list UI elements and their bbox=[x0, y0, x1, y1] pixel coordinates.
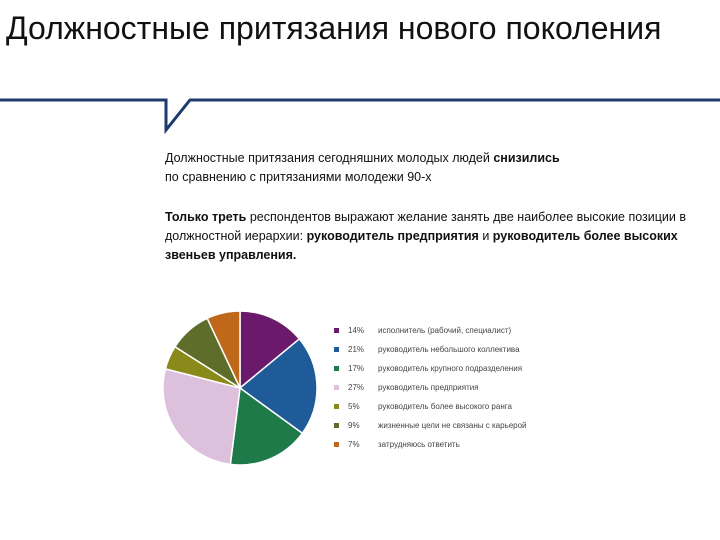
slide-title: Должностные притязания нового поколения bbox=[6, 10, 662, 46]
finding-emphasis-2: руководитель предприятия bbox=[306, 229, 479, 243]
pie-slices bbox=[163, 311, 317, 465]
legend-percent: 27% bbox=[348, 383, 365, 392]
legend-percent: 17% bbox=[348, 364, 365, 373]
pie-legend bbox=[334, 326, 527, 449]
legend-swatch bbox=[334, 328, 339, 333]
intro-text-continued: по сравнению с притязаниями молодежи 90-х bbox=[165, 170, 432, 184]
legend-label: руководитель более высокого ранга bbox=[378, 402, 512, 411]
finding-paragraph bbox=[165, 208, 705, 265]
finding-text-2: и bbox=[478, 229, 493, 243]
intro-text: Должностные притязания сегодняшних молодых людей bbox=[165, 151, 494, 165]
legend-swatch bbox=[334, 442, 339, 447]
pie-chart bbox=[150, 300, 550, 475]
legend-swatch bbox=[334, 423, 339, 428]
finding-emphasis-1: Только треть bbox=[165, 210, 247, 224]
legend-label: руководитель крупного подразделения bbox=[378, 364, 523, 373]
legend-label: руководитель предприятия bbox=[378, 383, 479, 392]
intro-emphasis: снизились bbox=[493, 151, 560, 165]
finding-emphasis-3: руководитель более высоких звеньев управления. bbox=[165, 229, 678, 262]
legend-percent: 7% bbox=[348, 440, 360, 449]
legend-percent: 21% bbox=[348, 345, 365, 354]
legend-label: руководитель небольшого коллектива bbox=[378, 345, 520, 354]
legend-percent: 5% bbox=[348, 402, 360, 411]
finding-text-1: респондентов выражают желание занять две наиболее высокие позиции в должностной иерархии: bbox=[165, 210, 687, 243]
legend-swatch bbox=[334, 366, 339, 371]
intro-paragraph bbox=[165, 149, 705, 187]
legend-label: исполнитель (рабочий, специалист) bbox=[378, 326, 512, 335]
legend-percent: 9% bbox=[348, 421, 360, 430]
legend-swatch bbox=[334, 385, 339, 390]
callout-line bbox=[0, 100, 720, 130]
legend-label: затрудняюсь ответить bbox=[378, 440, 460, 449]
legend-label: жизненные цели не связаны с карьерой bbox=[378, 421, 527, 430]
legend-swatch bbox=[334, 347, 339, 352]
legend-swatch bbox=[334, 404, 339, 409]
callout-divider bbox=[0, 90, 720, 140]
legend-percent: 14% bbox=[348, 326, 365, 335]
